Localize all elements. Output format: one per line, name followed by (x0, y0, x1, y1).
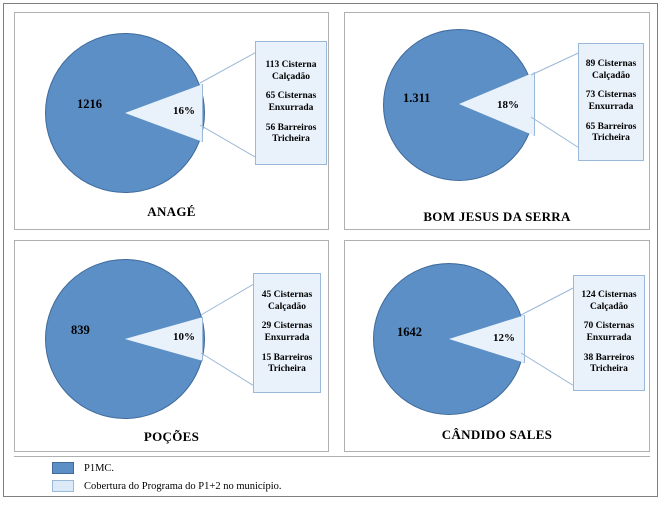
chart-frame (3, 3, 658, 497)
chart-title-pocoes: POÇÕES (143, 429, 200, 444)
chart-title-bom-jesus-da-serra: BOM JESUS DA SERRA (423, 209, 571, 224)
callout-line: 89 Cisternas Calçadão (585, 59, 637, 81)
callout-line: 65 Cisternas Enxurrada (265, 91, 317, 113)
pie-slice-percent: 16% (173, 105, 195, 117)
callout-box-pocoes (253, 273, 321, 393)
legend-item-cobertura (52, 480, 282, 492)
chart-title-candido-sales: CÂNDIDO SALES (441, 427, 553, 442)
legend-item-p1mc (52, 462, 114, 474)
callout-line: 70 Cisternas Enxurrada (583, 321, 635, 343)
chart-legend (14, 456, 650, 492)
legend-divider (14, 456, 650, 457)
pie-slice-percent: 18% (497, 99, 519, 111)
chart-panel-pocoes (14, 240, 329, 452)
callout-line: 29 Cisternas Enxurrada (261, 321, 313, 343)
callout-line: 73 Cisternas Enxurrada (585, 90, 637, 112)
chart-panel-candido-sales (344, 240, 650, 452)
callout-line: 65 Barreiros Tricheira (585, 121, 637, 144)
callout-box-candido-sales (573, 275, 645, 391)
chart-title-anage: ANAGÉ (147, 204, 196, 219)
callout-box-anage (255, 41, 327, 165)
callout-line: 38 Barreiros Tricheira (583, 352, 635, 375)
legend-label: P1MC. (84, 462, 115, 474)
legend-swatch-icon (52, 480, 74, 492)
pie-main-value: 1.311 (403, 91, 431, 105)
pie-main-value: 839 (71, 323, 90, 337)
legend-swatch-icon (52, 462, 74, 474)
callout-line: 45 Cisternas Calçadão (261, 290, 313, 312)
callout-box-bom-jesus-da-serra (578, 43, 644, 161)
callout-line: 113 Cisterna Calçadão (265, 60, 317, 82)
pie-slice-percent: 12% (493, 332, 515, 344)
chart-panel-bom-jesus-da-serra (344, 12, 650, 230)
callout-line: 15 Barreiros Tricheira (261, 352, 313, 375)
pie-main-value: 1216 (77, 97, 102, 111)
chart-panel-anage (14, 12, 329, 230)
callout-line: 56 Barreiros Tricheira (265, 122, 317, 145)
pie-chart-grid (14, 12, 650, 452)
legend-label: Cobertura do Programa do P1+2 no município. (84, 480, 282, 492)
pie-slice-percent: 10% (173, 331, 195, 343)
pie-main-value: 1642 (397, 325, 422, 339)
callout-line: 124 Cisternas Calçadão (581, 290, 637, 312)
